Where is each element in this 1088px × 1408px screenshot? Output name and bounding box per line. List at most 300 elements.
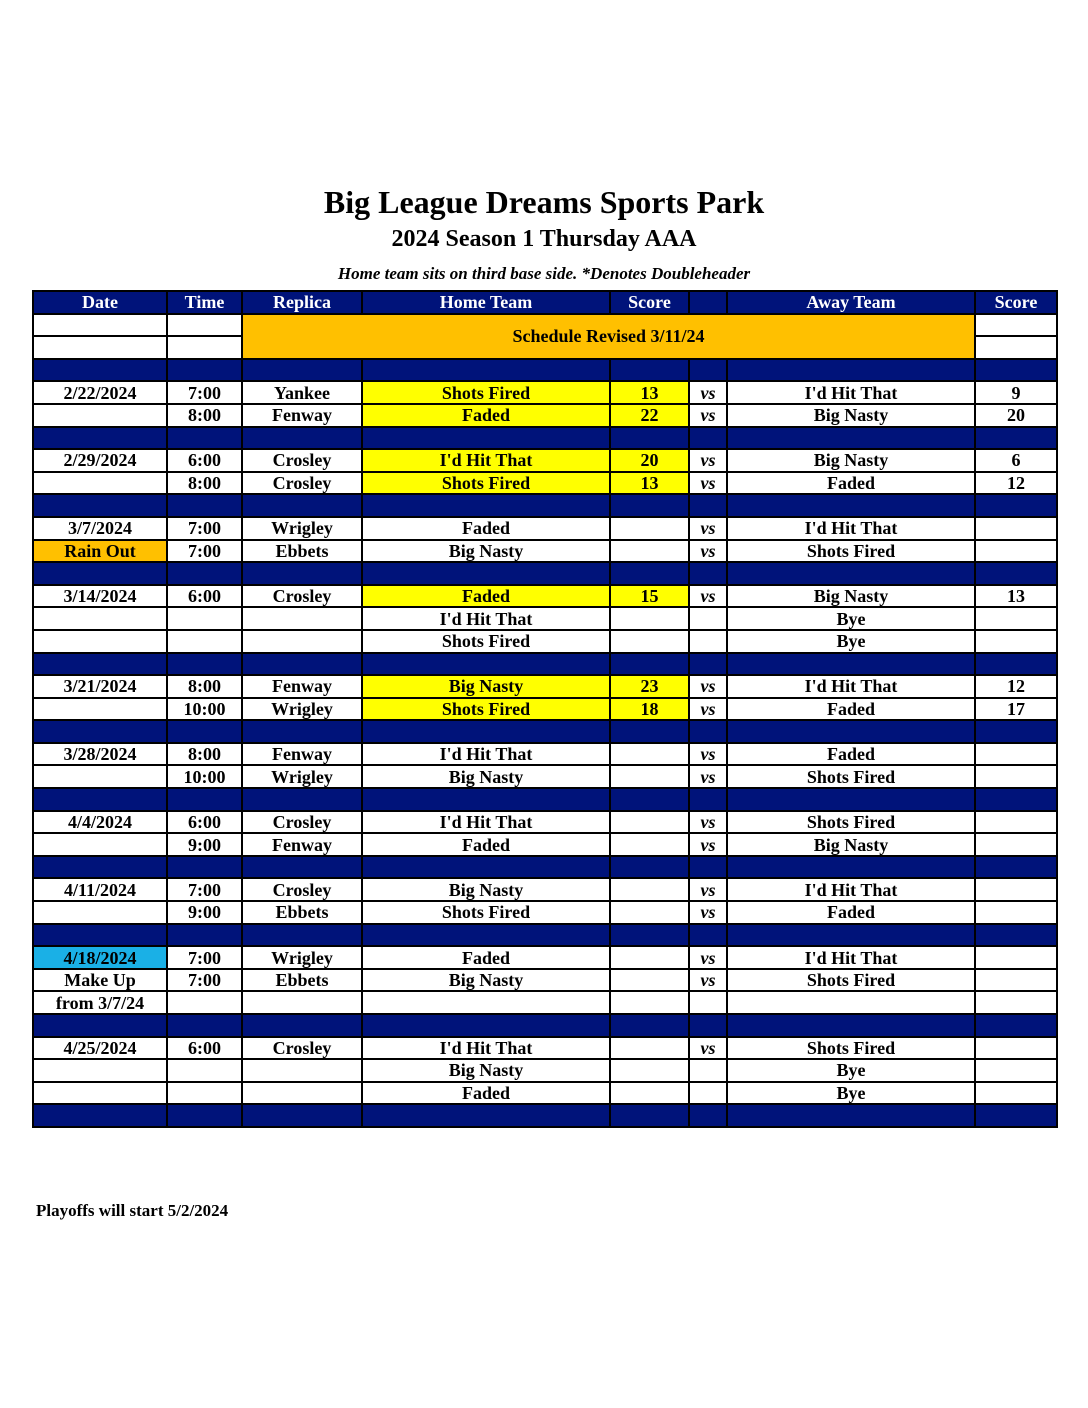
- away-team-cell: I'd Hit That: [727, 381, 975, 404]
- separator-cell: [33, 494, 167, 517]
- separator-cell: [975, 856, 1057, 879]
- blank-cell: [33, 314, 167, 337]
- away-score-cell: 12: [975, 675, 1057, 698]
- time-cell: 7:00: [167, 517, 242, 540]
- game-row: [33, 675, 1057, 698]
- separator-cell: [610, 562, 689, 585]
- home-score-cell: [610, 969, 689, 992]
- separator-cell: [362, 562, 610, 585]
- game-row: [33, 1037, 1057, 1060]
- date-cell: 4/25/2024: [33, 1037, 167, 1060]
- game-row: [33, 381, 1057, 404]
- home-score-cell: [610, 607, 689, 630]
- date-cell: 3/14/2024: [33, 585, 167, 608]
- home-team-cell: I'd Hit That: [362, 811, 610, 834]
- separator-cell: [610, 653, 689, 676]
- separator-cell: [689, 1104, 727, 1127]
- separator-cell: [362, 1014, 610, 1037]
- game-row: [33, 878, 1057, 901]
- home-team-cell: Shots Fired: [362, 381, 610, 404]
- away-score-cell: [975, 1082, 1057, 1105]
- home-score-cell: [610, 765, 689, 788]
- home-score-cell: [610, 833, 689, 856]
- time-cell: 9:00: [167, 833, 242, 856]
- separator-cell: [242, 1104, 362, 1127]
- away-score-cell: 6: [975, 449, 1057, 472]
- away-score-cell: [975, 540, 1057, 563]
- separator-cell: [362, 856, 610, 879]
- separator-cell: [727, 720, 975, 743]
- table-header-row: [33, 291, 1057, 314]
- separator-row: [33, 494, 1057, 517]
- separator-cell: [242, 359, 362, 382]
- away-team-cell: I'd Hit That: [727, 517, 975, 540]
- separator-cell: [975, 653, 1057, 676]
- separator-cell: [689, 1014, 727, 1037]
- vs-cell: vs: [689, 946, 727, 969]
- separator-cell: [689, 494, 727, 517]
- separator-cell: [33, 924, 167, 947]
- home-team-cell: Faded: [362, 1082, 610, 1105]
- separator-row: [33, 653, 1057, 676]
- time-cell: [167, 630, 242, 653]
- home-score-cell: 23: [610, 675, 689, 698]
- replica-cell: Crosley: [242, 449, 362, 472]
- time-cell: 7:00: [167, 878, 242, 901]
- home-score-cell: [610, 946, 689, 969]
- separator-cell: [975, 720, 1057, 743]
- separator-cell: [242, 494, 362, 517]
- separator-cell: [33, 359, 167, 382]
- replica-cell: [242, 1059, 362, 1082]
- date-cell: [33, 630, 167, 653]
- replica-cell: Crosley: [242, 878, 362, 901]
- away-score-cell: [975, 991, 1057, 1014]
- date-cell: Make Up: [33, 969, 167, 992]
- separator-cell: [33, 427, 167, 450]
- date-cell: [33, 833, 167, 856]
- home-team-cell: Big Nasty: [362, 675, 610, 698]
- separator-cell: [362, 1104, 610, 1127]
- vs-cell: vs: [689, 585, 727, 608]
- separator-cell: [975, 494, 1057, 517]
- separator-cell: [727, 653, 975, 676]
- separator-cell: [33, 788, 167, 811]
- time-cell: 8:00: [167, 472, 242, 495]
- separator-cell: [727, 924, 975, 947]
- game-row: [33, 607, 1057, 630]
- date-cell: [33, 472, 167, 495]
- game-row: [33, 585, 1057, 608]
- game-row: [33, 1082, 1057, 1105]
- game-row: [33, 811, 1057, 834]
- game-row: [33, 540, 1057, 563]
- separator-cell: [689, 856, 727, 879]
- separator-row: [33, 924, 1057, 947]
- separator-cell: [167, 494, 242, 517]
- replica-cell: Wrigley: [242, 765, 362, 788]
- vs-cell: vs: [689, 675, 727, 698]
- separator-cell: [975, 1014, 1057, 1037]
- away-team-cell: Faded: [727, 698, 975, 721]
- separator-cell: [362, 924, 610, 947]
- home-team-cell: Faded: [362, 946, 610, 969]
- home-score-cell: [610, 1059, 689, 1082]
- away-score-cell: [975, 517, 1057, 540]
- game-row: [33, 630, 1057, 653]
- away-score-cell: [975, 901, 1057, 924]
- separator-cell: [975, 788, 1057, 811]
- separator-cell: [975, 359, 1057, 382]
- vs-cell: vs: [689, 472, 727, 495]
- separator-cell: [727, 1104, 975, 1127]
- home-score-cell: 15: [610, 585, 689, 608]
- separator-cell: [167, 562, 242, 585]
- away-team-cell: Shots Fired: [727, 811, 975, 834]
- time-cell: 7:00: [167, 946, 242, 969]
- away-team-cell: I'd Hit That: [727, 878, 975, 901]
- vs-cell: [689, 991, 727, 1014]
- vs-cell: vs: [689, 517, 727, 540]
- separator-cell: [727, 1014, 975, 1037]
- home-score-cell: [610, 517, 689, 540]
- separator-cell: [975, 1104, 1057, 1127]
- vs-cell: vs: [689, 743, 727, 766]
- away-team-cell: Faded: [727, 901, 975, 924]
- separator-cell: [610, 924, 689, 947]
- away-team-cell: Big Nasty: [727, 585, 975, 608]
- revised-row-1: [33, 314, 1057, 337]
- home-team-cell: Big Nasty: [362, 878, 610, 901]
- away-team-cell: Big Nasty: [727, 449, 975, 472]
- home-score-cell: [610, 540, 689, 563]
- replica-cell: Ebbets: [242, 969, 362, 992]
- header-note: Home team sits on third base side. *Denotes Doubleheader: [337, 264, 751, 283]
- home-team-cell: Faded: [362, 585, 610, 608]
- separator-row: [33, 1104, 1057, 1127]
- home-team-cell: Shots Fired: [362, 472, 610, 495]
- vs-cell: vs: [689, 1037, 727, 1060]
- vs-cell: [689, 630, 727, 653]
- game-row: [33, 765, 1057, 788]
- vs-cell: vs: [689, 969, 727, 992]
- vs-cell: [689, 1082, 727, 1105]
- col-header-date: Date: [33, 291, 167, 314]
- home-team-cell: Big Nasty: [362, 1059, 610, 1082]
- separator-cell: [727, 359, 975, 382]
- vs-cell: vs: [689, 698, 727, 721]
- home-score-cell: 13: [610, 381, 689, 404]
- separator-cell: [33, 1104, 167, 1127]
- date-cell: [33, 607, 167, 630]
- vs-cell: vs: [689, 833, 727, 856]
- game-row: [33, 517, 1057, 540]
- separator-row: [33, 1014, 1057, 1037]
- date-cell: 2/22/2024: [33, 381, 167, 404]
- away-team-cell: Big Nasty: [727, 833, 975, 856]
- replica-cell: Wrigley: [242, 517, 362, 540]
- separator-cell: [242, 1014, 362, 1037]
- home-score-cell: 22: [610, 404, 689, 427]
- playoffs-note: Playoffs will start 5/2/2024: [36, 1201, 229, 1220]
- date-cell: [33, 765, 167, 788]
- date-cell: 4/11/2024: [33, 878, 167, 901]
- home-team-cell: Shots Fired: [362, 698, 610, 721]
- home-team-cell: Faded: [362, 833, 610, 856]
- separator-cell: [362, 427, 610, 450]
- separator-cell: [689, 653, 727, 676]
- blank-cell: [167, 336, 242, 359]
- blank-cell: [975, 314, 1057, 337]
- game-row: [33, 743, 1057, 766]
- away-team-cell: [727, 991, 975, 1014]
- replica-cell: Ebbets: [242, 540, 362, 563]
- separator-cell: [689, 562, 727, 585]
- separator-cell: [727, 856, 975, 879]
- separator-cell: [167, 359, 242, 382]
- game-row: [33, 991, 1057, 1014]
- schedule-table: [32, 290, 1058, 1128]
- away-score-cell: [975, 1059, 1057, 1082]
- vs-cell: vs: [689, 811, 727, 834]
- away-team-cell: Shots Fired: [727, 765, 975, 788]
- vs-cell: vs: [689, 765, 727, 788]
- separator-cell: [33, 562, 167, 585]
- vs-cell: vs: [689, 540, 727, 563]
- away-team-cell: I'd Hit That: [727, 946, 975, 969]
- separator-cell: [610, 856, 689, 879]
- time-cell: 6:00: [167, 1037, 242, 1060]
- home-team-cell: I'd Hit That: [362, 743, 610, 766]
- home-score-cell: [610, 878, 689, 901]
- separator-row: [33, 788, 1057, 811]
- blank-cell: [975, 336, 1057, 359]
- away-score-cell: 13: [975, 585, 1057, 608]
- away-team-cell: Bye: [727, 630, 975, 653]
- time-cell: [167, 1082, 242, 1105]
- away-team-cell: Shots Fired: [727, 540, 975, 563]
- home-team-cell: Big Nasty: [362, 765, 610, 788]
- away-score-cell: 20: [975, 404, 1057, 427]
- away-score-cell: [975, 833, 1057, 856]
- date-cell: 3/28/2024: [33, 743, 167, 766]
- separator-cell: [362, 653, 610, 676]
- separator-cell: [362, 788, 610, 811]
- time-cell: 7:00: [167, 381, 242, 404]
- separator-cell: [242, 924, 362, 947]
- vs-cell: vs: [689, 878, 727, 901]
- separator-cell: [689, 359, 727, 382]
- separator-row: [33, 720, 1057, 743]
- away-score-cell: [975, 811, 1057, 834]
- page-subtitle: 2024 Season 1 Thursday AAA: [391, 226, 697, 252]
- date-cell: [33, 1059, 167, 1082]
- game-row: [33, 833, 1057, 856]
- away-score-cell: 9: [975, 381, 1057, 404]
- separator-cell: [975, 924, 1057, 947]
- vs-cell: vs: [689, 901, 727, 924]
- game-row: [33, 969, 1057, 992]
- replica-cell: Wrigley: [242, 946, 362, 969]
- replica-cell: Fenway: [242, 404, 362, 427]
- away-team-cell: Bye: [727, 607, 975, 630]
- separator-cell: [689, 924, 727, 947]
- col-header-away-team: Away Team: [727, 291, 975, 314]
- date-cell: 3/21/2024: [33, 675, 167, 698]
- separator-cell: [610, 494, 689, 517]
- time-cell: 10:00: [167, 765, 242, 788]
- home-team-cell: Big Nasty: [362, 540, 610, 563]
- date-cell: [33, 404, 167, 427]
- separator-cell: [33, 856, 167, 879]
- away-score-cell: [975, 1037, 1057, 1060]
- separator-row: [33, 562, 1057, 585]
- game-row: [33, 404, 1057, 427]
- schedule-revised-banner: Schedule Revised 3/11/24: [242, 314, 975, 359]
- time-cell: 8:00: [167, 404, 242, 427]
- game-row: [33, 449, 1057, 472]
- time-cell: 8:00: [167, 675, 242, 698]
- date-cell: from 3/7/24: [33, 991, 167, 1014]
- home-team-cell: Faded: [362, 517, 610, 540]
- replica-cell: Ebbets: [242, 901, 362, 924]
- replica-cell: Crosley: [242, 472, 362, 495]
- home-score-cell: 13: [610, 472, 689, 495]
- separator-cell: [610, 720, 689, 743]
- game-row: [33, 901, 1057, 924]
- time-cell: 9:00: [167, 901, 242, 924]
- time-cell: [167, 1059, 242, 1082]
- separator-cell: [242, 562, 362, 585]
- col-header-home-team: Home Team: [362, 291, 610, 314]
- game-row: [33, 698, 1057, 721]
- col-header-away-score: Score: [975, 291, 1057, 314]
- home-team-cell: I'd Hit That: [362, 607, 610, 630]
- game-row: [33, 946, 1057, 969]
- col-header-time: Time: [167, 291, 242, 314]
- away-team-cell: Shots Fired: [727, 1037, 975, 1060]
- separator-cell: [167, 788, 242, 811]
- separator-cell: [242, 720, 362, 743]
- separator-cell: [167, 720, 242, 743]
- home-team-cell: Faded: [362, 404, 610, 427]
- date-cell: 3/7/2024: [33, 517, 167, 540]
- replica-cell: Yankee: [242, 381, 362, 404]
- time-cell: 8:00: [167, 743, 242, 766]
- away-score-cell: 12: [975, 472, 1057, 495]
- separator-cell: [362, 359, 610, 382]
- separator-cell: [727, 494, 975, 517]
- home-team-cell: Shots Fired: [362, 901, 610, 924]
- separator-cell: [610, 427, 689, 450]
- separator-cell: [689, 720, 727, 743]
- replica-cell: Fenway: [242, 743, 362, 766]
- replica-cell: [242, 991, 362, 1014]
- away-team-cell: Bye: [727, 1059, 975, 1082]
- away-score-cell: [975, 607, 1057, 630]
- home-score-cell: [610, 901, 689, 924]
- game-row: [33, 472, 1057, 495]
- separator-row: [33, 359, 1057, 382]
- time-cell: 6:00: [167, 811, 242, 834]
- away-score-cell: 17: [975, 698, 1057, 721]
- separator-cell: [610, 1104, 689, 1127]
- replica-cell: Fenway: [242, 675, 362, 698]
- separator-cell: [242, 856, 362, 879]
- replica-cell: Wrigley: [242, 698, 362, 721]
- separator-cell: [727, 427, 975, 450]
- blank-cell: [33, 336, 167, 359]
- away-team-cell: Faded: [727, 743, 975, 766]
- vs-cell: vs: [689, 381, 727, 404]
- away-team-cell: Faded: [727, 472, 975, 495]
- col-header-replica: Replica: [242, 291, 362, 314]
- separator-cell: [727, 788, 975, 811]
- time-cell: 7:00: [167, 540, 242, 563]
- home-score-cell: [610, 743, 689, 766]
- time-cell: [167, 991, 242, 1014]
- replica-cell: [242, 1082, 362, 1105]
- home-score-cell: 20: [610, 449, 689, 472]
- replica-cell: [242, 630, 362, 653]
- vs-cell: vs: [689, 449, 727, 472]
- separator-cell: [33, 653, 167, 676]
- date-cell: [33, 1082, 167, 1105]
- separator-cell: [33, 1014, 167, 1037]
- home-score-cell: [610, 991, 689, 1014]
- separator-cell: [362, 494, 610, 517]
- home-team-cell: I'd Hit That: [362, 1037, 610, 1060]
- replica-cell: Crosley: [242, 1037, 362, 1060]
- away-score-cell: [975, 630, 1057, 653]
- separator-cell: [362, 720, 610, 743]
- separator-cell: [167, 856, 242, 879]
- away-score-cell: [975, 878, 1057, 901]
- vs-cell: [689, 607, 727, 630]
- vs-cell: [689, 1059, 727, 1082]
- separator-cell: [167, 427, 242, 450]
- separator-cell: [242, 427, 362, 450]
- away-score-cell: [975, 946, 1057, 969]
- home-score-cell: [610, 630, 689, 653]
- home-score-cell: [610, 1082, 689, 1105]
- date-cell: 4/4/2024: [33, 811, 167, 834]
- away-score-cell: [975, 969, 1057, 992]
- game-row: [33, 1059, 1057, 1082]
- away-score-cell: [975, 743, 1057, 766]
- home-score-cell: [610, 1037, 689, 1060]
- separator-cell: [167, 653, 242, 676]
- replica-cell: Fenway: [242, 833, 362, 856]
- date-cell: 2/29/2024: [33, 449, 167, 472]
- date-cell: 4/18/2024: [33, 946, 167, 969]
- away-score-cell: [975, 765, 1057, 788]
- vs-cell: vs: [689, 404, 727, 427]
- separator-cell: [689, 427, 727, 450]
- away-team-cell: Big Nasty: [727, 404, 975, 427]
- replica-cell: Crosley: [242, 811, 362, 834]
- col-header-home-score: Score: [610, 291, 689, 314]
- separator-cell: [610, 1014, 689, 1037]
- time-cell: [167, 607, 242, 630]
- separator-cell: [975, 562, 1057, 585]
- date-cell: [33, 901, 167, 924]
- time-cell: 7:00: [167, 969, 242, 992]
- time-cell: 6:00: [167, 585, 242, 608]
- separator-row: [33, 856, 1057, 879]
- col-header-vs: [689, 291, 727, 314]
- separator-cell: [33, 720, 167, 743]
